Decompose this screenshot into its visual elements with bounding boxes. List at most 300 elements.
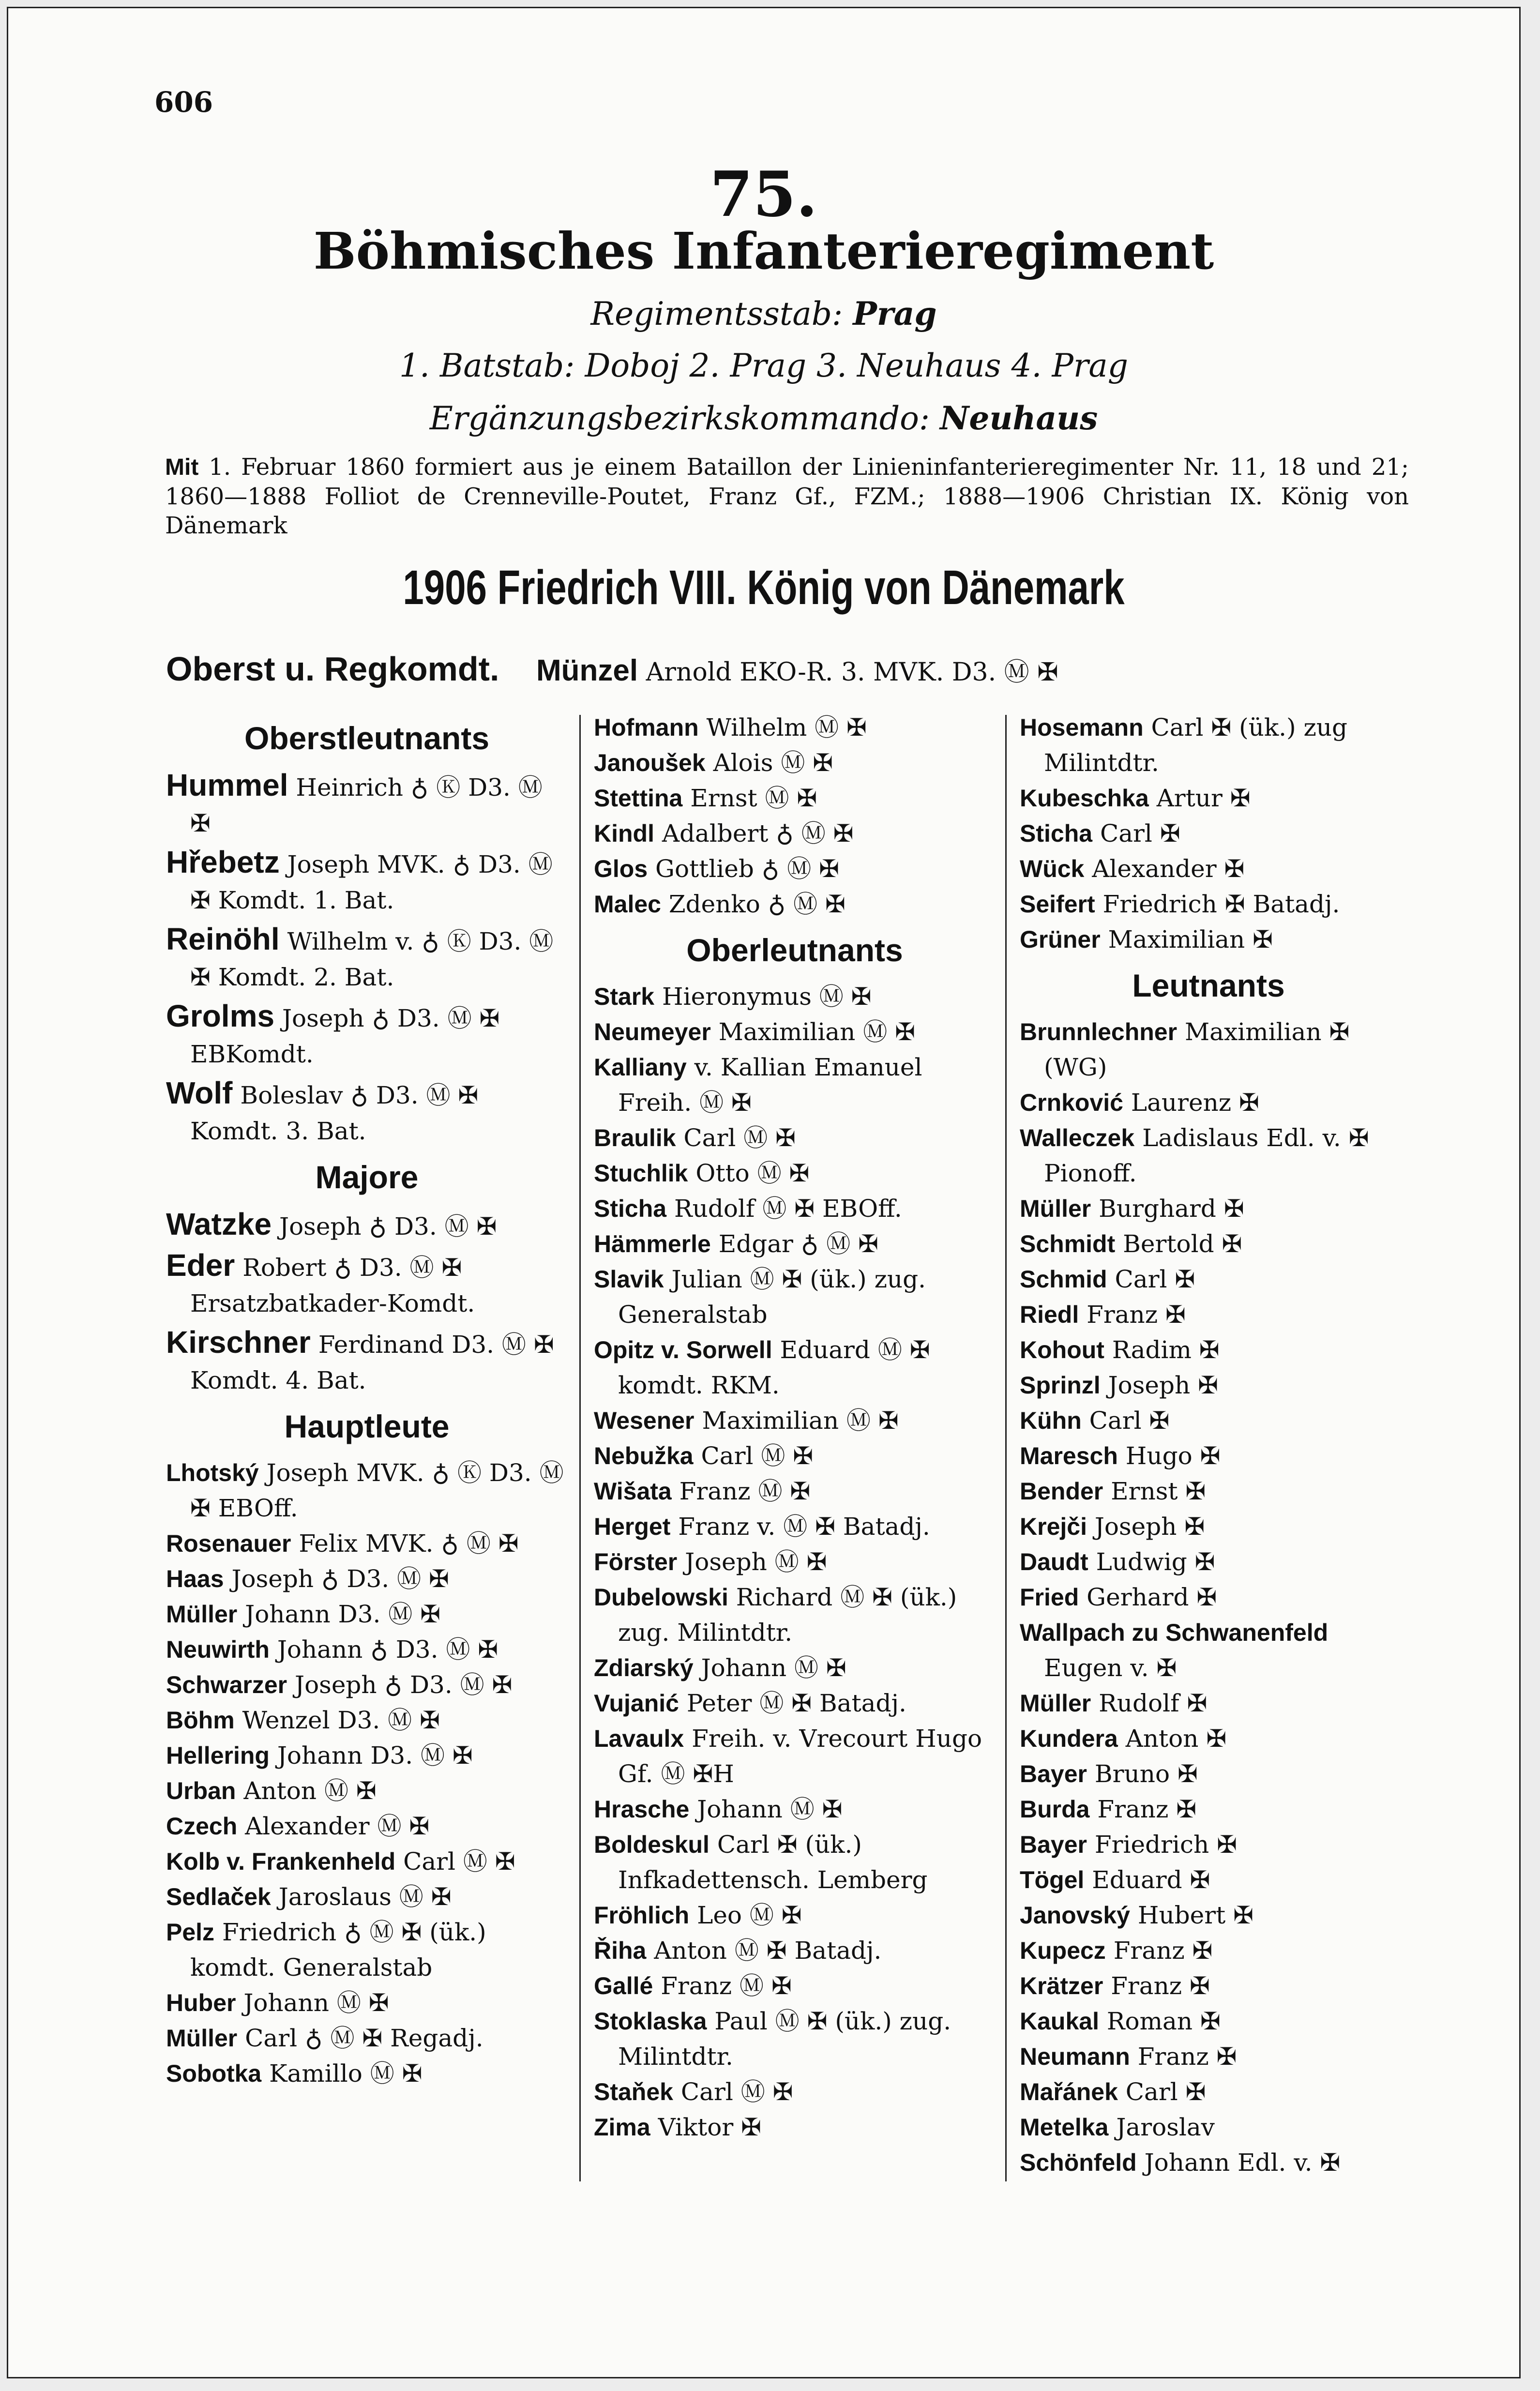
officer-entry bbox=[1020, 1756, 1397, 1792]
officer-details: Johann D3. Ⓜ ✠ bbox=[245, 1600, 441, 1628]
officer-surname: Stuchlik bbox=[594, 1160, 688, 1187]
officer-details: Carl ✠ bbox=[1100, 819, 1180, 847]
officer-details: Maximilian ✠ bbox=[1108, 925, 1273, 953]
officer-details: Carl Ⓜ ✠ bbox=[701, 1442, 814, 1470]
officer-entry bbox=[594, 1191, 996, 1226]
officer-entry bbox=[166, 1703, 568, 1738]
officer-entry bbox=[594, 1933, 996, 1968]
officer-details: Alexander ✠ bbox=[1092, 855, 1245, 883]
officer-entry bbox=[1020, 2074, 1397, 2110]
officer-surname: Schönfeld bbox=[1020, 2149, 1137, 2176]
officer-entry bbox=[1020, 1438, 1397, 1474]
officer-surname: Rosenauer bbox=[166, 1530, 291, 1557]
officer-details: Carl ✠ bbox=[1125, 2078, 1206, 2106]
officer-entry bbox=[166, 767, 568, 841]
officer-entry bbox=[594, 851, 996, 887]
officer-details: Ferdinand D3. Ⓜ ✠ Komdt. 4. Bat. bbox=[190, 1331, 554, 1394]
regiment-title: Böhmisches Infanterieregiment bbox=[313, 221, 1214, 281]
officer-surname: Crnković bbox=[1020, 1089, 1123, 1116]
officer-entry bbox=[594, 2074, 996, 2110]
officer-details: Franz ✠ bbox=[1097, 1795, 1197, 1823]
officer-details: Paul Ⓜ ✠ (ük.) zug. Milintdtr. bbox=[618, 2007, 951, 2071]
officer-surname: Czech bbox=[166, 1813, 238, 1840]
officer-entry bbox=[166, 1773, 568, 1809]
oberleutnants-list-continued bbox=[1020, 710, 1397, 957]
officer-surname: Sobotka bbox=[166, 2060, 262, 2087]
officer-surname: Brunnlechner bbox=[1020, 1018, 1178, 1045]
officer-surname: Stark bbox=[594, 983, 655, 1010]
officer-surname: Hosemann bbox=[1020, 714, 1144, 741]
officer-entry bbox=[1020, 1898, 1397, 1933]
officer-surname: Hřebetz bbox=[166, 845, 280, 879]
officer-details: Otto Ⓜ ✠ bbox=[695, 1159, 810, 1187]
officer-details: Artur ✠ bbox=[1156, 784, 1251, 812]
officer-entry bbox=[1020, 1014, 1397, 1085]
officer-details: Wenzel D3. Ⓜ ✠ bbox=[242, 1706, 440, 1734]
officer-entry bbox=[1020, 2039, 1397, 2074]
column-3 bbox=[1020, 710, 1397, 2180]
officer-entry bbox=[1020, 2110, 1397, 2145]
officer-entry bbox=[1020, 1615, 1397, 1686]
officer-surname: Malec bbox=[594, 891, 661, 918]
officer-entry bbox=[1020, 1544, 1397, 1580]
officer-details: Eduard Ⓜ ✠ komdt. RKM. bbox=[618, 1336, 930, 1399]
officer-surname: Haas bbox=[166, 1565, 224, 1592]
officer-entry bbox=[166, 2021, 568, 2056]
officer-details: Boleslav ♁ D3. Ⓜ ✠ Komdt. 3. Bat. bbox=[190, 1081, 479, 1145]
officer-surname: Wolf bbox=[166, 1075, 233, 1110]
officer-details: Alois Ⓜ ✠ bbox=[713, 749, 833, 777]
officer-details: Johann D3. Ⓜ ✠ bbox=[277, 1741, 473, 1770]
officer-surname: Hummel bbox=[166, 768, 288, 802]
officer-surname: Janoušek bbox=[594, 749, 706, 776]
officer-entry bbox=[594, 1650, 996, 1686]
officer-details: Burghard ✠ bbox=[1099, 1195, 1244, 1223]
officer-surname: Wišata bbox=[594, 1478, 672, 1505]
officer-entry bbox=[166, 1879, 568, 1915]
officer-details: Joseph ♁ D3. Ⓜ ✠ bbox=[295, 1671, 513, 1699]
section-heading-leutnants: Leutnants bbox=[1132, 968, 1285, 1003]
officer-entry bbox=[594, 1226, 996, 1262]
officer-surname: Krätzer bbox=[1020, 1972, 1103, 1999]
officer-surname: Herget bbox=[594, 1513, 671, 1540]
officer-surname: Gallé bbox=[594, 1972, 653, 1999]
officer-entry bbox=[1020, 1933, 1397, 1968]
officer-surname: Urban bbox=[166, 1777, 236, 1804]
regimentsstab-value: Prag bbox=[853, 295, 937, 333]
officer-surname: Hofmann bbox=[594, 714, 699, 741]
officer-surname: Huber bbox=[166, 1989, 236, 2016]
officer-details: Johann Edl. v. ✠ bbox=[1144, 2149, 1341, 2177]
officer-entry bbox=[1020, 1332, 1397, 1368]
officer-entry bbox=[166, 1844, 568, 1879]
officer-surname: Vujanić bbox=[594, 1690, 679, 1717]
officer-surname: Bayer bbox=[1020, 1831, 1087, 1858]
officer-entry bbox=[1020, 1297, 1397, 1332]
officer-surname: Janovský bbox=[1020, 1902, 1130, 1929]
officer-entry bbox=[1020, 2004, 1397, 2039]
officer-entry bbox=[594, 1509, 996, 1544]
officer-details: Franz Ⓜ ✠ bbox=[661, 1972, 792, 2000]
officer-surname: Boldeskul bbox=[594, 1831, 710, 1858]
officer-details: Franz ✠ bbox=[1087, 1301, 1186, 1329]
officer-details: Franz ✠ bbox=[1113, 1937, 1213, 1965]
officer-entry bbox=[594, 1686, 996, 1721]
column-divider bbox=[1005, 715, 1007, 2181]
officer-entry bbox=[166, 1455, 568, 1526]
officer-surname: Burda bbox=[1020, 1796, 1090, 1823]
officer-entry bbox=[1020, 1226, 1397, 1262]
officer-surname: Kubeschka bbox=[1020, 785, 1149, 812]
officer-entry bbox=[594, 1827, 996, 1898]
officer-details: Franz Ⓜ ✠ bbox=[679, 1477, 811, 1505]
officer-surname: Förster bbox=[594, 1548, 678, 1575]
officer-details: Johann Ⓜ ✠ bbox=[697, 1795, 843, 1823]
officer-surname: Kühn bbox=[1020, 1407, 1082, 1434]
officer-surname: Müller bbox=[166, 2025, 238, 2052]
officer-surname: Kolb v. Frankenheld bbox=[166, 1848, 396, 1875]
officer-surname: Seifert bbox=[1020, 891, 1095, 918]
officer-entry bbox=[166, 998, 568, 1072]
officer-entry bbox=[1020, 1403, 1397, 1438]
majore-list bbox=[166, 1206, 568, 1398]
officer-details: Franz v. Ⓜ ✠ Batadj. bbox=[678, 1513, 930, 1541]
officer-surname: Fröhlich bbox=[594, 1902, 690, 1929]
officer-surname: Nebužka bbox=[594, 1442, 694, 1469]
officer-details: Maximilian Ⓜ ✠ bbox=[702, 1407, 899, 1435]
officer-details: Franz ✠ bbox=[1111, 1972, 1210, 2000]
officer-surname: Bayer bbox=[1020, 1760, 1087, 1787]
officer-entry bbox=[1020, 1862, 1397, 1898]
officer-entry bbox=[1020, 1580, 1397, 1615]
officer-surname: Müller bbox=[1020, 1195, 1091, 1222]
inhaber-heading: 1906 Friedrich VIII. König von Dänemark bbox=[403, 560, 1125, 615]
officer-entry bbox=[166, 1809, 568, 1844]
officer-entry bbox=[594, 781, 996, 816]
officer-entry bbox=[1020, 816, 1397, 851]
officer-entry bbox=[1020, 2145, 1397, 2180]
officer-entry bbox=[1020, 1509, 1397, 1544]
officer-details: Bruno ✠ bbox=[1094, 1760, 1198, 1788]
ergaenzung-line bbox=[8, 399, 1519, 437]
officer-entry bbox=[594, 1262, 996, 1332]
officer-entry bbox=[594, 1438, 996, 1474]
section-heading-hauptleute: Hauptleute bbox=[284, 1408, 450, 1444]
officer-surname: Kundera bbox=[1020, 1725, 1118, 1752]
officer-details: Gottlieb ♁ Ⓜ ✠ bbox=[655, 855, 839, 883]
officer-details: Anton Ⓜ ✠ bbox=[243, 1777, 377, 1805]
officer-details: Carl ✠ (ük.) Infkadettensch. Lemberg bbox=[618, 1831, 928, 1894]
officer-entry bbox=[594, 1544, 996, 1580]
officer-entry bbox=[1020, 1474, 1397, 1509]
officer-entry bbox=[594, 710, 996, 745]
officer-surname: Pelz bbox=[166, 1919, 215, 1946]
officer-surname: Bender bbox=[1020, 1478, 1103, 1505]
officer-details: Maximilian Ⓜ ✠ bbox=[718, 1018, 915, 1046]
officer-surname: Tögel bbox=[1020, 1866, 1085, 1893]
officer-surname: Riedl bbox=[1020, 1301, 1079, 1328]
officer-entry bbox=[594, 1332, 996, 1403]
officer-details: Ernst ✠ bbox=[1111, 1477, 1206, 1505]
officer-details: Carl Ⓜ ✠ bbox=[403, 1847, 515, 1876]
officer-surname: Dubelowski bbox=[594, 1584, 728, 1611]
officer-entry bbox=[1020, 1827, 1397, 1862]
officer-entry bbox=[166, 1915, 568, 1985]
officer-details: Radim ✠ bbox=[1112, 1336, 1220, 1364]
officer-details: Julian Ⓜ ✠ (ük.) zug. Generalstab bbox=[618, 1265, 926, 1329]
officer-details: Johann Ⓜ ✠ bbox=[243, 1989, 389, 2017]
officer-details: Joseph MVK. ♁ D3. Ⓜ ✠ Komdt. 1. Bat. bbox=[190, 850, 553, 914]
officer-details: Ludwig ✠ bbox=[1096, 1548, 1215, 1576]
officer-surname: Kindl bbox=[594, 820, 654, 847]
document-page bbox=[7, 7, 1521, 2378]
officer-surname: Wesener bbox=[594, 1407, 695, 1434]
officer-surname: Müller bbox=[166, 1601, 238, 1628]
officer-entry bbox=[1020, 922, 1397, 957]
oberst-line bbox=[166, 650, 1058, 688]
officer-details: Carl Ⓜ ✠ bbox=[683, 1124, 796, 1152]
officer-entry bbox=[166, 1247, 568, 1321]
officer-details: Ernst Ⓜ ✠ bbox=[690, 784, 817, 812]
officer-surname: Grüner bbox=[1020, 926, 1101, 953]
officer-details: Joseph ♁ D3. Ⓜ ✠ EBKomdt. bbox=[190, 1004, 500, 1068]
oberst-details: Arnold EKO-R. 3. MVK. D3. Ⓜ ✠ bbox=[646, 658, 1058, 687]
officer-details: Eduard ✠ bbox=[1092, 1866, 1210, 1894]
officer-entry bbox=[166, 2056, 568, 2091]
officer-details: Kamillo Ⓜ ✠ bbox=[269, 2059, 423, 2088]
officer-details: Carl ♁ Ⓜ ✠ Regadj. bbox=[245, 2024, 483, 2052]
page-number: 606 bbox=[154, 86, 213, 119]
officer-surname: Zima bbox=[594, 2114, 650, 2141]
officer-details: Jaroslaus Ⓜ ✠ bbox=[278, 1883, 452, 1911]
officer-entry bbox=[594, 1580, 996, 1650]
officer-entry bbox=[1020, 1686, 1397, 1721]
officer-details: Joseph MVK. ♁ Ⓚ D3. Ⓜ ✠ EBOff. bbox=[190, 1459, 564, 1522]
officer-entry bbox=[166, 1561, 568, 1597]
officer-details: Hugo ✠ bbox=[1125, 1442, 1221, 1470]
officer-entry bbox=[1020, 1120, 1397, 1191]
officer-entry bbox=[1020, 887, 1397, 922]
regimentsstab-line bbox=[8, 295, 1519, 333]
officer-details: Felix MVK. ♁ Ⓜ ✠ bbox=[299, 1529, 519, 1558]
officer-details: Eugen v. ✠ bbox=[1044, 1654, 1177, 1682]
officer-entry bbox=[594, 1792, 996, 1827]
officer-details: Alexander Ⓜ ✠ bbox=[245, 1812, 430, 1840]
officer-surname: Mařánek bbox=[1020, 2078, 1118, 2105]
officer-surname: Neuwirth bbox=[166, 1636, 270, 1663]
history-text: 1. Februar 1860 formiert aus je einem Bataillon der Linieninfanterieregimenter Nr. 11, 18 und 21; 1860—1888 Folliot de Crenneville-Poutet, Franz Gf., FZM.; 1888—1906 Christian IX. König von Dänemark bbox=[165, 454, 1409, 539]
officer-surname: Metelka bbox=[1020, 2114, 1109, 2141]
officer-surname: Grolms bbox=[166, 999, 275, 1033]
officer-details: Carl ✠ (ük.) zug Milintdtr. bbox=[1044, 713, 1348, 777]
officer-surname: Wallpach zu Schwanenfeld bbox=[1020, 1619, 1329, 1646]
officer-surname: Stoklaska bbox=[594, 2008, 707, 2035]
officer-surname: Daudt bbox=[1020, 1548, 1088, 1575]
officer-details: Richard Ⓜ ✠ (ük.) zug. Milintdtr. bbox=[618, 1583, 957, 1647]
officer-details: Zdenko ♁ Ⓜ ✠ bbox=[668, 890, 845, 918]
officer-entry bbox=[594, 1474, 996, 1509]
officer-entry bbox=[594, 1156, 996, 1191]
officer-details: Franz ✠ bbox=[1137, 2043, 1237, 2071]
officer-details: Hubert ✠ bbox=[1137, 1901, 1254, 1929]
officer-surname: Hämmerle bbox=[594, 1230, 711, 1257]
officer-entry bbox=[166, 1075, 568, 1149]
officer-surname: Krejči bbox=[1020, 1513, 1087, 1540]
officer-entry bbox=[166, 844, 568, 918]
officer-entry bbox=[166, 1597, 568, 1632]
officer-entry bbox=[594, 1968, 996, 2004]
officer-details: Edgar ♁ Ⓜ ✠ bbox=[718, 1230, 879, 1258]
officer-entry bbox=[594, 2110, 996, 2145]
officer-surname: Sticha bbox=[1020, 820, 1093, 847]
officer-entry bbox=[594, 979, 996, 1014]
officer-entry bbox=[166, 1667, 568, 1703]
officer-entry bbox=[594, 745, 996, 781]
column-divider bbox=[579, 715, 581, 2181]
officer-details: Anton Ⓜ ✠ Batadj. bbox=[654, 1937, 882, 1965]
section-heading-majore: Majore bbox=[315, 1159, 419, 1195]
officer-details: Anton ✠ bbox=[1125, 1725, 1227, 1753]
officer-entry bbox=[166, 1632, 568, 1667]
officer-entry bbox=[1020, 851, 1397, 887]
hauptleute-list-continued bbox=[594, 710, 996, 922]
officer-entry bbox=[166, 1324, 568, 1398]
officer-surname: Hellering bbox=[166, 1742, 270, 1769]
officer-entry bbox=[166, 1738, 568, 1773]
officer-surname: Staňek bbox=[594, 2078, 673, 2105]
officer-details: Wilhelm Ⓜ ✠ bbox=[706, 713, 867, 742]
officer-surname: Slavik bbox=[594, 1266, 664, 1293]
officer-entry bbox=[166, 1985, 568, 2021]
officer-details: Joseph ♁ D3. Ⓜ ✠ bbox=[279, 1212, 497, 1241]
officer-surname: Schwarzer bbox=[166, 1671, 287, 1698]
officer-surname: Neumeyer bbox=[594, 1018, 711, 1045]
officer-details: Carl Ⓜ ✠ bbox=[680, 2078, 793, 2106]
officer-details: Ladislaus Edl. v. ✠ Pionoff. bbox=[1044, 1124, 1369, 1187]
officer-surname: Wück bbox=[1020, 855, 1085, 882]
officer-details: Jaroslav bbox=[1116, 2113, 1215, 2141]
officer-entry bbox=[594, 1120, 996, 1156]
history-first-word: Mit bbox=[165, 454, 199, 480]
officer-details: Maximilian ✠ (WG) bbox=[1044, 1018, 1350, 1081]
officer-entry bbox=[1020, 1262, 1397, 1297]
officer-details: Carl ✠ bbox=[1089, 1407, 1170, 1435]
officer-details: Freih. v. Vrecourt Hugo Gf. Ⓜ ✠H bbox=[618, 1725, 982, 1788]
column-2 bbox=[594, 710, 996, 2145]
officer-details: Leo Ⓜ ✠ bbox=[697, 1901, 802, 1929]
officer-surname: Řiha bbox=[594, 1937, 647, 1964]
officer-entry bbox=[166, 1526, 568, 1561]
officer-surname: Böhm bbox=[166, 1707, 235, 1734]
section-heading-oberleutnants: Oberleutnants bbox=[686, 932, 903, 968]
officer-surname: Lhotský bbox=[166, 1459, 259, 1486]
officer-entry bbox=[1020, 1085, 1397, 1120]
officer-entry bbox=[594, 2004, 996, 2074]
officer-details: Carl ✠ bbox=[1115, 1265, 1195, 1293]
officer-entry bbox=[1020, 1721, 1397, 1756]
officer-details: Heinrich ♁ Ⓚ D3. Ⓜ ✠ bbox=[190, 773, 543, 837]
officer-details: Viktor ✠ bbox=[658, 2113, 762, 2141]
officer-entry bbox=[166, 921, 568, 995]
officer-surname: Eder bbox=[166, 1248, 235, 1283]
oberstleutnants-list bbox=[166, 767, 568, 1149]
officer-surname: Braulik bbox=[594, 1124, 676, 1151]
ergaenzung-value: Neuhaus bbox=[940, 399, 1098, 437]
officer-surname: Hrasche bbox=[594, 1796, 690, 1823]
officer-entry bbox=[166, 1206, 568, 1244]
officer-entry bbox=[594, 1050, 996, 1120]
oberst-name: Münzel bbox=[536, 654, 638, 687]
officer-details: Joseph ✠ bbox=[1094, 1513, 1205, 1541]
section-heading-oberstleutnants: Oberstleutnants bbox=[244, 720, 490, 756]
officer-entry bbox=[594, 1721, 996, 1792]
officer-details: Laurenz ✠ bbox=[1131, 1089, 1259, 1117]
officer-entry bbox=[594, 887, 996, 922]
regiment-number: 75. bbox=[710, 158, 818, 231]
oberleutnants-list bbox=[594, 979, 996, 2145]
officer-details: Roman ✠ bbox=[1106, 2007, 1221, 2035]
officer-surname: Glos bbox=[594, 855, 648, 882]
officer-details: Wilhelm v. ♁ Ⓚ D3. Ⓜ ✠ Komdt. 2. Bat. bbox=[190, 927, 554, 991]
column-1 bbox=[166, 710, 568, 2091]
officer-entry bbox=[1020, 1968, 1397, 2004]
officer-details: Adalbert ♁ Ⓜ ✠ bbox=[662, 819, 854, 847]
officer-surname: Kalliany bbox=[594, 1054, 687, 1081]
batstab-line: 1. Batstab: Doboj 2. Prag 3. Neuhaus 4. Prag bbox=[399, 347, 1129, 384]
ergaenzung-label: Ergänzungsbezirkskommando: bbox=[429, 400, 930, 437]
officer-surname: Opitz v. Sorwell bbox=[594, 1336, 772, 1363]
officer-details: Friedrich ♁ Ⓜ ✠ (ük.) komdt. Generalstab bbox=[190, 1918, 486, 1982]
officer-details: v. Kallian Emanuel Freih. Ⓜ ✠ bbox=[618, 1053, 922, 1117]
officer-surname: Reinöhl bbox=[166, 922, 280, 956]
officer-surname: Maresch bbox=[1020, 1442, 1118, 1469]
officer-details: Friedrich ✠ Batadj. bbox=[1102, 890, 1340, 918]
officer-surname: Sticha bbox=[594, 1195, 667, 1222]
officer-surname: Müller bbox=[1020, 1690, 1091, 1717]
officer-surname: Kaukal bbox=[1020, 2008, 1099, 2035]
leutnants-list bbox=[1020, 1014, 1397, 2180]
hauptleute-list bbox=[166, 1455, 568, 2091]
officer-surname: Lavaulx bbox=[594, 1725, 684, 1752]
officer-surname: Kohout bbox=[1020, 1336, 1104, 1363]
officer-surname: Sedlaček bbox=[166, 1883, 271, 1910]
officer-surname: Kupecz bbox=[1020, 1937, 1106, 1964]
officer-details: Rudolf ✠ bbox=[1099, 1689, 1208, 1717]
officer-details: Rudolf Ⓜ ✠ EBOff. bbox=[674, 1195, 902, 1223]
officer-entry bbox=[1020, 1792, 1397, 1827]
officer-entry bbox=[594, 816, 996, 851]
officer-details: Johann ♁ D3. Ⓜ ✠ bbox=[277, 1635, 498, 1664]
officer-surname: Sprinzl bbox=[1020, 1372, 1101, 1399]
officer-surname: Fried bbox=[1020, 1584, 1079, 1611]
officer-details: Peter Ⓜ ✠ Batadj. bbox=[686, 1689, 906, 1717]
officer-surname: Schmidt bbox=[1020, 1230, 1116, 1257]
regiment-history bbox=[165, 453, 1409, 540]
officer-entry bbox=[594, 1014, 996, 1050]
officer-details: Joseph ✠ bbox=[1108, 1371, 1218, 1399]
officer-details: Robert ♁ D3. Ⓜ ✠ Ersatzbatkader-Komdt. bbox=[190, 1254, 475, 1317]
officer-entry bbox=[594, 1898, 996, 1933]
officer-entry bbox=[1020, 1368, 1397, 1403]
oberst-label: Oberst u. Regkomdt. bbox=[166, 650, 499, 688]
officer-entry bbox=[1020, 1191, 1397, 1226]
officer-surname: Watzke bbox=[166, 1207, 272, 1241]
officer-details: Gerhard ✠ bbox=[1087, 1583, 1217, 1611]
officer-details: Bertold ✠ bbox=[1123, 1230, 1242, 1258]
officer-details: Johann Ⓜ ✠ bbox=[701, 1654, 846, 1682]
officer-details: Joseph ♁ D3. Ⓜ ✠ bbox=[231, 1565, 449, 1593]
officer-surname: Neumann bbox=[1020, 2043, 1130, 2070]
